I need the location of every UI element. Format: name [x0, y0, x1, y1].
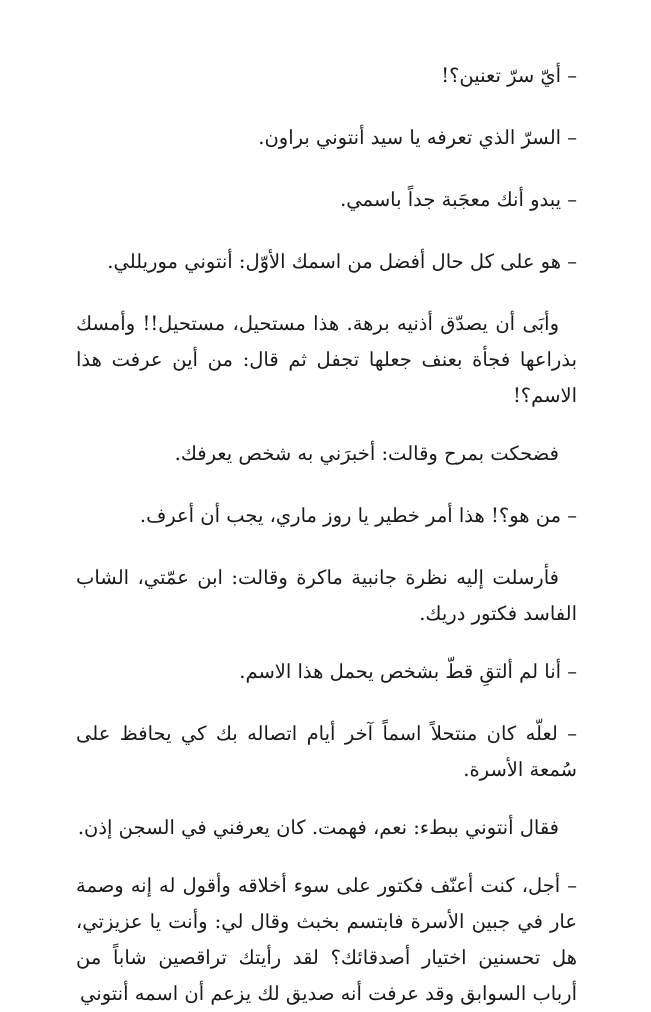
dialogue-line: – السرّ الذي تعرفه يا سيد أنتوني براون.	[258, 126, 577, 149]
dialogue-line: – أجل، كنت أعنّف فكتور على سوء أخلاقه وأقول له إنه وصمة عار في جبين الأسرة فابتسم بخبث وقال لي: وأنت يا عزيزتي، هل تحسنين اختيار أصدقائك؟ لقد رأيتك تراقصين شاباً من أرباب السوابق وقد عرفت أنه صديق لك يزعم أن اسمه أنتوني	[76, 874, 577, 1005]
dialogue-line: – هو على كل حال أفضل من اسمك الأوّل: أنتوني موريللي.	[107, 250, 577, 273]
narrative-paragraph: فضحكت بمرح وقالت: أخبرَني به شخص يعرفك.	[174, 442, 559, 465]
narrative-paragraph: فقال أنتوني ببطء: نعم، فهمت. كان يعرفني في السجن إذن.	[77, 816, 559, 839]
dialogue-line: – يبدو أنك معجَبة جداً باسمي.	[340, 188, 577, 211]
dialogue-line: – أيّ سرّ تعنين؟!	[441, 64, 577, 87]
narrative-paragraph: فأرسلت إليه نظرة جانبية ماكرة وقالت: ابن عمّتي، الشاب الفاسد فكتور دريك.	[76, 566, 577, 625]
dialogue-line: – أنا لم ألتقِ قطّ بشخص يحمل هذا الاسم.	[239, 660, 577, 683]
narrative-paragraph: وأبَى أن يصدّق أذنيه برهة. هذا مستحيل، مستحيل!! وأمسك بذراعها فجأة بعنف جعلها تجفل ثم قال: من أين عرفت هذا الاسم؟!	[76, 312, 577, 407]
dialogue-line: – لعلّه كان منتحلاً اسماً آخر أيام اتصاله بك كي يحافظ على سُمعة الأسرة.	[76, 722, 577, 781]
dialogue-line: – من هو؟! هذا أمر خطير يا روز ماري، يجب أن أعرف.	[139, 504, 577, 527]
